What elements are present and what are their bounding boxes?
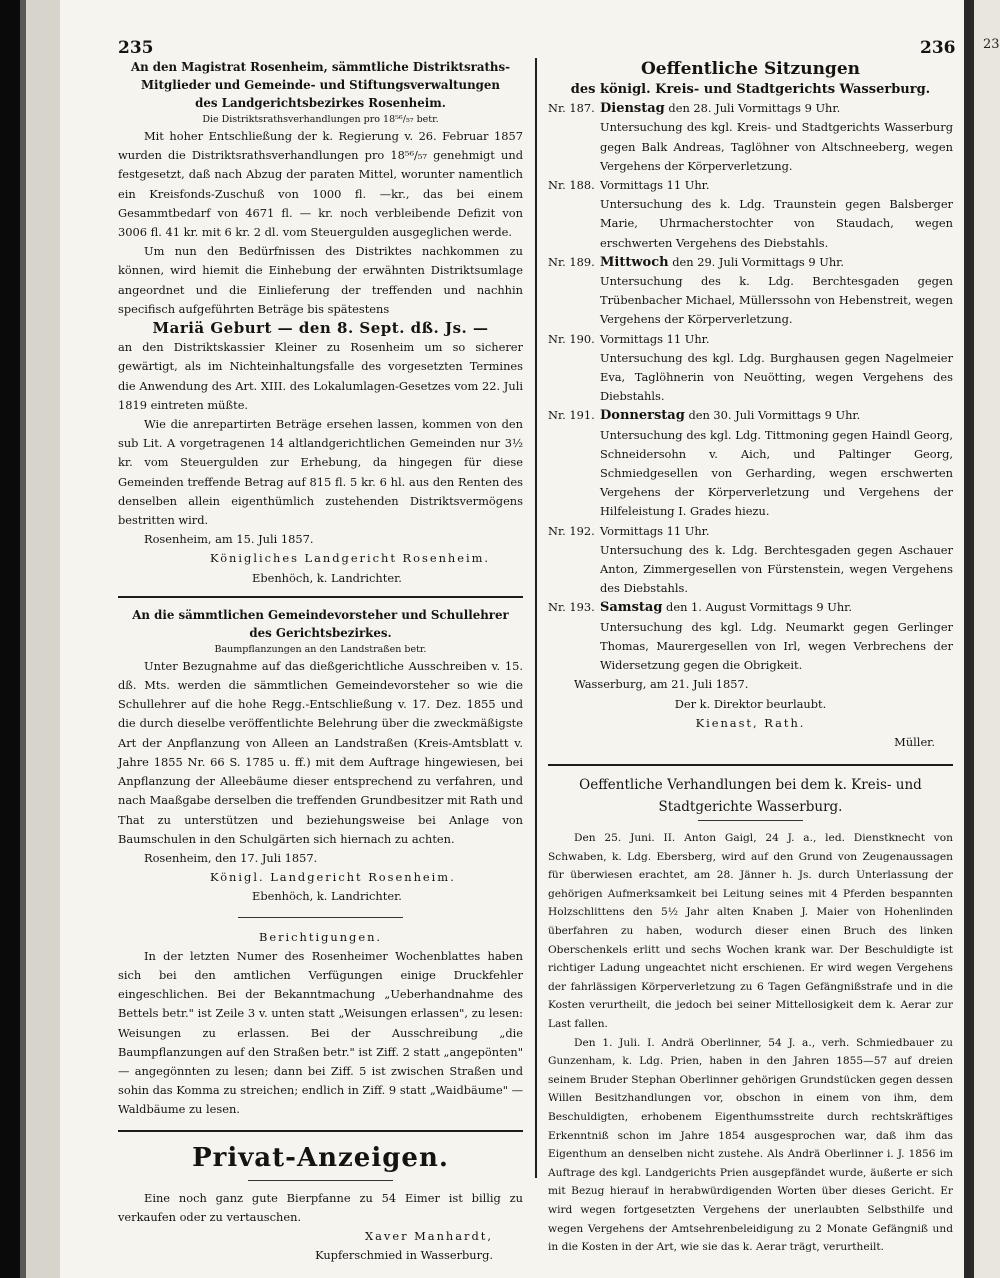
section-rule (118, 1130, 523, 1132)
proceedings-heading (548, 774, 953, 818)
case-number: Nr. 191. (548, 408, 595, 423)
paragraph: Den 1. Juli. I. Andrä Oberlinner, 54 J. a., verh. Schmiedbauer zu Gunzenham, k. Ldg. Prien, haben in den Jahren 1855—57 auf dreien seinem Bruder Stephan Oberlinner gehörigen Grundstücken gegen dessen Willen Besitzhandlungen vor, obschon in einem von ihm, dem Beschuldigten, erhobenem Eigenthumsstreite durch rechtskräftiges Erkenntniß schon im Jahre 1854 ausgesprochen war, daß ihm das Eigenthum an denselben nicht zustehe. Als Andrä Oberlinner i. J. 1856 im Auftrage des kgl. Landgerichts Prien ausgepfändet wurde, äußerte er sich mit Bezug hierauf in herabwürdigenden Worten über dieses Gericht. Er wird wegen fortgesetzten Vergehens der unerlaubten Selbsthilfe und wegen Vergehens der Amtsehrenbeleidigung zu 2 Monate Gefängniß und in die Kosten in der Art, wie sie das k. Aerar trägt, verurtheilt. (548, 1036, 953, 1254)
session-time: Vormittags 11 Uhr. (600, 331, 710, 346)
corrections-heading: Berichtigungen. (258, 929, 383, 944)
notice-heading-district (118, 58, 523, 112)
court-name: Königliches Landgericht Rosenheim. (210, 551, 491, 566)
session-entry (548, 330, 953, 349)
deadline-date: Mariä Geburt — den 8. Sept. dß. Js. — (152, 319, 489, 338)
place-date: Wasserburg, am 21. Juli 1857. (574, 677, 749, 692)
case-description: Untersuchung des kgl. Kreis- und Stadtgerichts Wasserburg gegen Balk Andreas, Taglöhner von Altschneeberg, wegen Vergehens der Körperverletzung. (600, 120, 953, 173)
session-entry (548, 406, 953, 425)
place-date: Rosenheim, am 15. Juli 1857. (144, 532, 314, 547)
paragraph: Mit hoher Entschließung der k. Regierung v. 26. Februar 1857 wurden die Distriktsrathsverhandlungen pro 18⁵⁶/₅₇ genehmigt und festgesetzt, daß nach Abzug der paraten Mittel, worunter namentlich ein Kreisfonds-Zuschuß von 1000 fl. —kr., das bei einem Gesammtbedarf von 4671 fl. — kr. noch verbleibende Defizit von 3006 fl. 41 kr. mit 6 kr. 2 dl. vom Steuergulden ausgeglichen werde. (118, 129, 523, 240)
section-rule (548, 764, 953, 766)
session-time: Vormittags 11 Uhr. (600, 178, 710, 193)
notice-heading-schools (118, 606, 523, 642)
signer: Ebenhöch, k. Landrichter. (252, 570, 402, 585)
advertiser-name: Xaver Manhardt, (365, 1228, 493, 1243)
paragraph: Um nun den Bedürfnissen des Distriktes nachkommen zu können, wird hiemit die Einhebung der erwähnten Distriktsumlage angeordnet und die Einlieferung der treffenden und nachhin specifisch aufgeführten Beträge bis spätestens (118, 244, 523, 316)
session-entry (548, 522, 953, 541)
heading-line: Oeffentliche Verhandlungen bei dem k. Kreis- und (579, 777, 922, 794)
sessions-heading: Oeffentliche Sitzungen (641, 59, 860, 79)
weekday: Mittwoch (600, 254, 669, 270)
case-description: Untersuchung des k. Ldg. Traunstein gegen Balsberger Marie, Uhrmacherstochter von Staudach, wegen erschwerten Vergehens des Diebstahls. (600, 197, 953, 250)
weekday: Dienstag (600, 101, 665, 117)
heading-line: An die sämmtlichen Gemeindevorsteher und Schullehrer (132, 607, 509, 622)
page-number-right: 236 (920, 38, 956, 58)
session-entry (548, 598, 953, 617)
separator (238, 917, 403, 918)
heading-line: des Landgerichtsbezirkes Rosenheim. (195, 96, 446, 110)
signer-secondary: Müller. (894, 734, 935, 749)
sessions-subheading: des königl. Kreis- und Stadtgerichts Wasserburg. (570, 82, 931, 97)
heading-line: An den Magistrat Rosenheim, sämmtliche Distriktsraths- (130, 60, 511, 74)
column-divider (535, 58, 537, 1178)
notice-subject: Die Distriktsrathsverhandlungen pro 18⁵⁶/₅₇ betr. (202, 114, 439, 125)
session-entry (548, 253, 953, 272)
case-number: Nr. 193. (548, 600, 595, 615)
case-description: Untersuchung des k. Ldg. Berchtesgaden gegen Trübenbacher Michael, Müllerssohn von Hebenstreit, wegen Vergehens der Körperverletzung. (600, 274, 953, 327)
session-time: den 29. Juli Vormittags 9 Uhr. (672, 254, 844, 269)
case-description: Untersuchung des kgl. Ldg. Tittmoning gegen Haindl Georg, Schneidersohn v. Aich, und Paltinger Georg, Schmiedgesellen von Gerharding, wegen erschwerten Vergehens der Körperverletzung und Vergehens der Hilfeleistung I. Grades hiezu. (600, 427, 953, 519)
session-entry (548, 99, 953, 118)
signer: Kienast, Rath. (695, 715, 806, 730)
session-time: den 28. Juli Vormittags 9 Uhr. (668, 101, 841, 116)
session-list (548, 99, 953, 675)
section-rule (118, 596, 523, 598)
case-description: Untersuchung des k. Ldg. Berchtesgaden gegen Aschauer Anton, Zimmergesellen von Fürstenstein, wegen Vergehens des Diebstahls. (600, 542, 953, 596)
case-number: Nr. 187. (548, 101, 595, 116)
case-number: Nr. 188. (548, 178, 595, 193)
heading-underline (248, 1180, 393, 1181)
weekday: Donnerstag (600, 408, 685, 424)
case-description: Untersuchung des kgl. Ldg. Burghausen gegen Nagelmeier Eva, Taglöhnerin von Neuötting, wegen Vergehens des Diebstahls. (600, 350, 953, 404)
left-column (118, 58, 523, 1265)
case-number: Nr. 190. (548, 331, 595, 346)
session-entry (548, 176, 953, 195)
session-time: den 1. August Vormittags 9 Uhr. (666, 600, 852, 615)
advertiser-role: Kupferschmied in Wasserburg. (315, 1248, 493, 1263)
paragraph: an den Distriktskassier Kleiner zu Rosenheim um so sicherer gewärtigt, als im Nichteinhaltungsfalle des vorgesetzten Termines die Anwendung des Art. XIII. des Lokalumlagen-Gesetzes vom 22. Juli 1819 eintreten müßte. (118, 340, 523, 412)
page-edge (964, 0, 1000, 1278)
signer: Ebenhöch, k. Landrichter. (252, 889, 402, 904)
case-number: Nr. 192. (548, 523, 595, 538)
place-date: Rosenheim, den 17. Juli 1857. (144, 850, 318, 865)
paragraph: Den 25. Juni. II. Anton Gaigl, 24 J. a., led. Dienstknecht von Schwaben, k. Ldg. Ebersberg, wird auf den Grund von Zeugenaussagen für überwiesen erachtet, am 28. Jänner h. Js. durch Unterlassung der gehörigen Aufmerksamkeit bei Leitung seines mit 4 Pferden bespannten Holzschlittens den 5½ Jahr alten Knaben J. Maier von Hohenlinden überfahren zu haben, wodurch dieser einen Bruch des linken Oberschenkels erlitt und sechs Wochen krank war. Der Beschuldigte ist richtiger Ladung ungeachtet nicht erschienen. Er wird wegen Vergehens der fahrlässigen Körperverletzung zu 6 Tagen Gefängnißstrafe und in die Kosten verurtheilt, die jedoch bei seiner Mittellosigkeit dem k. Aerar zur Last fallen. (548, 832, 953, 1031)
case-number: Nr. 189. (548, 254, 595, 269)
director-note: Der k. Direktor beurlaubt. (674, 696, 827, 711)
paragraph: Wie die anrepartirten Beträge ersehen lassen, kommen von den sub Lit. A vorgetragenen 14 altlandgerichtlichen Gemeinden nur 3½ kr. vom Steuergulden zur Erhebung, da hingegen für diese Gemeinden treffende Betrag auf 815 fl. 5 kr. 6 hl. aus den Renten des denselben allein eigenthümlich zustehenden Distriktsvermögens bestritten wird. (118, 417, 523, 528)
paragraph: Unter Bezugnahme auf das dießgerichtliche Ausschreiben v. 15. dß. Mts. werden die sämmtlichen Gemeindevorsteher so wie die Schullehrer auf die hohe Regg.-Entschließung v. 17. Dez. 1855 und die durch dieselbe veröffentlichte Belehrung über die zweckmäßigste Art der Anpflanzung von Alleen an Landstraßen (Kreis-Amtsblatt v. Jahre 1855 Nr. 66 S. 1785 u. ff.) mit dem Auftrage hingewiesen, bei Anpflanzung der Alleebäume dieser entsprechend zu verfahren, und nach Maaßgabe derselben die treffenden Grundbesitzer mit Rath und That zu unterstützen und beziehungsweise bei Anlage von Baumschulen in den Schulgärten sich hiernach zu achten. (118, 658, 523, 846)
next-page-number: 23 (983, 37, 1000, 52)
session-time: den 30. Juli Vormittags 9 Uhr. (688, 408, 861, 423)
case-description: Untersuchung des kgl. Ldg. Neumarkt gegen Gerlinger Thomas, Maurergesellen von Irl, wegen Verbrechens der Widersetzung gegen die Obrigkeit. (600, 619, 953, 673)
next-page-fragment (983, 30, 1000, 60)
weekday: Samstag (600, 600, 663, 616)
page-number-left: 235 (118, 38, 154, 58)
heading-line: des Gerichtsbezirkes. (249, 625, 392, 640)
notice-subject: Baumpflanzungen an den Landstraßen betr. (214, 643, 427, 655)
paragraph: In der letzten Numer des Rosenheimer Wochenblattes haben sich bei den amtlichen Verfügungen einige Druckfehler eingeschlichen. Bei der Bekanntmachung „Ueberhandnahme des Bettels betr." ist Zeile 3 v. unten statt „Weisungen erlassen", zu lesen: Weisungen zu erlassen. Bei der Ausschreibung „die Baumpflanzungen auf den Straßen betr." ist Ziff. 2 statt „angepönten" — angegönnten zu lesen; dann bei Ziff. 5 ist zwischen Straßen und sohin das Komma zu streichen; endlich in Ziff. 9 statt „Waidbäume" — Waldbäume zu lesen. (118, 948, 523, 1117)
heading-underline (698, 820, 803, 821)
heading-line: Stadtgerichte Wasserburg. (658, 799, 843, 816)
private-ads-heading: Privat-Anzeigen. (192, 1142, 449, 1173)
session-time: Vormittags 11 Uhr. (600, 523, 710, 538)
right-column (548, 58, 953, 1257)
advertisement-text: Eine noch ganz gute Bierpfanne zu 54 Eimer ist billig zu verkaufen oder zu vertauschen. (118, 1190, 523, 1224)
heading-line: Mitglieder und Gemeinde- und Stiftungsverwaltungen (141, 78, 500, 92)
book-spine-shadow (0, 0, 60, 1278)
court-name: Königl. Landgericht Rosenheim. (210, 870, 456, 885)
